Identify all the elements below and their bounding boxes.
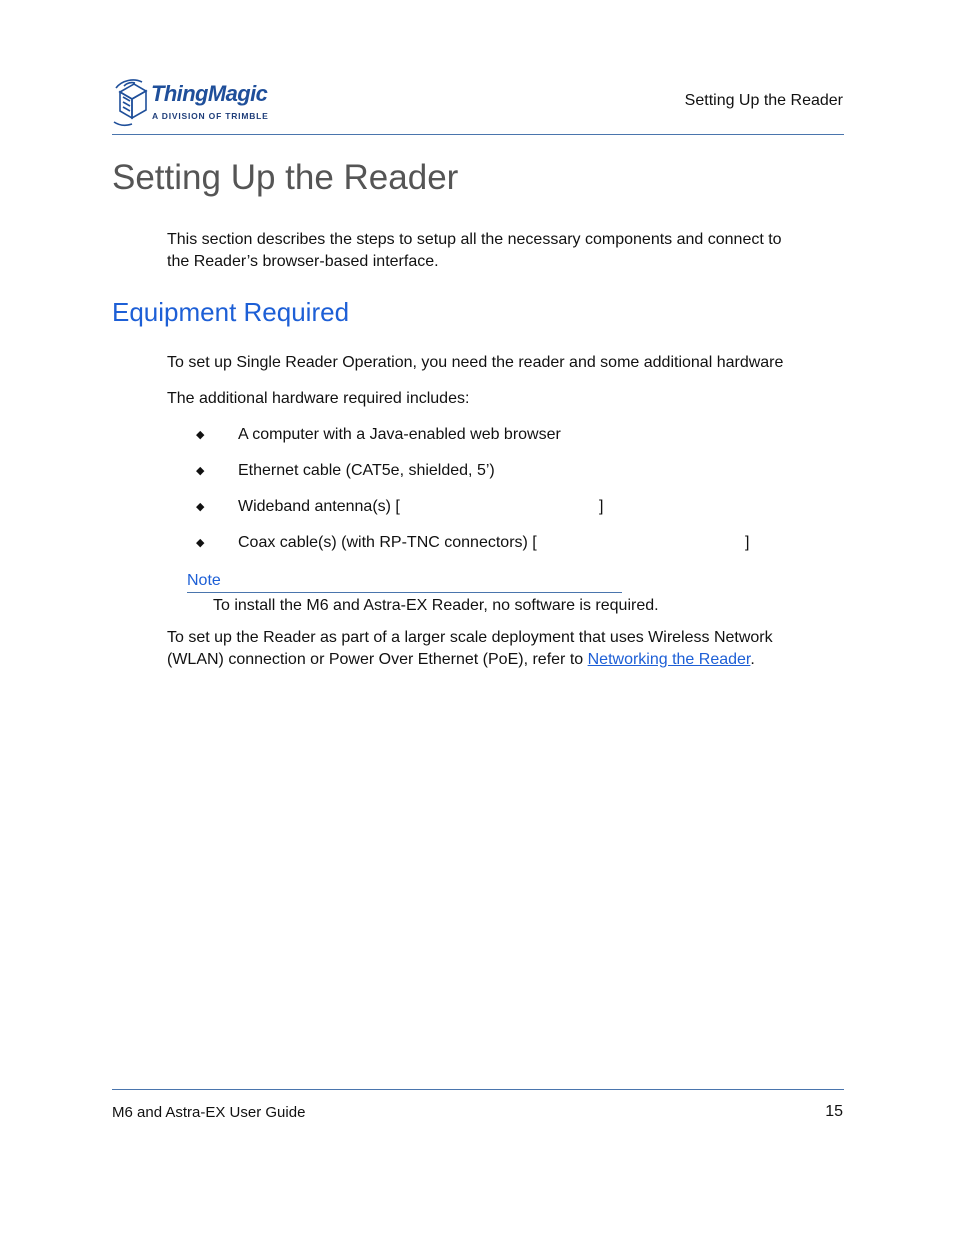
running-header-title: Setting Up the Reader [684, 92, 843, 109]
list-item: A computer with a Java-enabled web browser [238, 426, 561, 443]
outro-line-2-suffix: . [750, 650, 755, 668]
thingmagic-logo [112, 78, 282, 128]
intro-paragraph [167, 229, 837, 272]
page-number: 15 [825, 1103, 843, 1120]
list-item: Coax cable(s) (with RP-TNC connectors) [ [238, 534, 537, 551]
networking-the-reader-link[interactable]: Networking the Reader [587, 650, 751, 668]
bullet-icon: ◆ [196, 465, 205, 477]
header-divider [112, 134, 844, 135]
bullet-icon: ◆ [196, 429, 205, 441]
page-title: Setting Up the Reader [112, 158, 459, 197]
bracket-close: ] [599, 498, 604, 515]
list-item: Ethernet cable (CAT5e, shielded, 5’) [238, 462, 495, 479]
note-text: To install the M6 and Astra-EX Reader, no software is required. [213, 597, 659, 614]
bullet-icon: ◆ [196, 501, 205, 513]
list-item: Wideband antenna(s) [ [238, 498, 400, 515]
note-divider [187, 592, 622, 593]
paragraph-single-reader: To set up Single Reader Operation, you need the reader and some additional hardware [167, 354, 784, 371]
outro-line-2 [167, 649, 837, 671]
bullet-icon: ◆ [196, 537, 205, 549]
logo-box-icon [112, 78, 150, 128]
intro-line-2: the Reader’s browser-based interface. [167, 252, 439, 270]
section-heading: Equipment Required [112, 297, 350, 327]
note-label: Note [187, 572, 221, 589]
logo-subtitle: A DIVISION OF TRIMBLE [152, 111, 269, 121]
bracket-close: ] [745, 534, 750, 551]
outro-line-1: To set up the Reader as part of a larger scale deployment that uses Wireless Network [167, 629, 773, 646]
outro-paragraph [167, 627, 837, 670]
paragraph-additional-hardware: The additional hardware required includes: [167, 390, 470, 407]
logo-name: ThingMagic [151, 81, 268, 106]
outro-line-2-prefix: (WLAN) connection or Power Over Ethernet (PoE), refer to [167, 650, 588, 668]
footer-divider [112, 1089, 844, 1090]
footer-guide-title: M6 and Astra-EX User Guide [112, 1104, 306, 1121]
intro-line-1: This section describes the steps to setup all the necessary components and connect to [167, 231, 782, 248]
